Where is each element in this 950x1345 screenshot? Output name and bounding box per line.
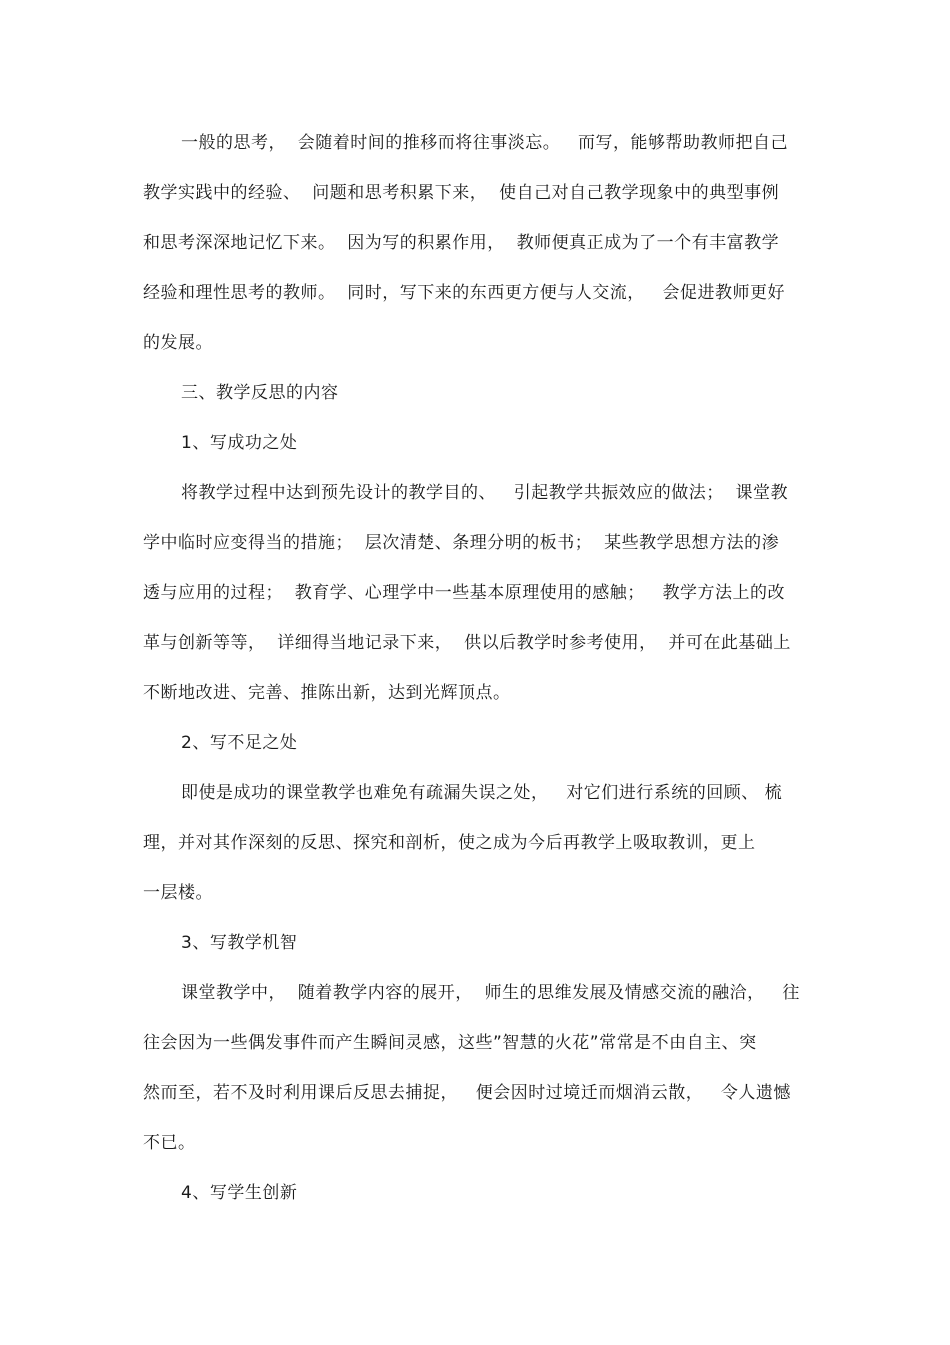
subsection-heading: 2、写不足之处 <box>181 733 298 753</box>
paragraph-line: 然而至，若不及时利用课后反思去捕捉， 便会因时过境迁而烟消云散， 令人遗憾 <box>143 1083 791 1103</box>
paragraph-line: 经验和理性思考的教师。 同时，写下来的东西更方便与人交流， 会促进教师更好 <box>143 283 786 303</box>
paragraph-line: 和思考深深地记忆下来。 因为写的积累作用， 教师便真正成为了一个有丰富教学 <box>143 233 780 253</box>
paragraph-line: 学中临时应变得当的措施； 层次清楚、条理分明的板书； 某些教学思想方法的渗 <box>143 533 780 553</box>
paragraph-line: 即使是成功的课堂教学也难免有疏漏失误之处， 对它们进行系统的回顾、 梳 <box>181 783 783 803</box>
subsection-heading: 1、写成功之处 <box>181 433 298 453</box>
paragraph-line: 透与应用的过程； 教育学、心理学中一些基本原理使用的感触； 教学方法上的改 <box>143 583 786 603</box>
paragraph-line: 不已。 <box>143 1133 196 1153</box>
paragraph-line: 不断地改进、完善、推陈出新，达到光辉顶点。 <box>143 683 511 703</box>
paragraph-line: 革与创新等等， 详细得当地记录下来， 供以后教学时参考使用， 并可在此基础上 <box>143 633 791 653</box>
paragraph-line: 一层楼。 <box>143 883 213 903</box>
paragraph-line: 往会因为一些偶发事件而产生瞬间灵感，这些”智慧的火花”常常是不由自主、突 <box>143 1033 757 1053</box>
paragraph-line: 理，并对其作深刻的反思、探究和剖析，使之成为今后再教学上吸取教训，更上 <box>143 833 756 853</box>
paragraph-line: 的发展。 <box>143 333 213 353</box>
subsection-heading: 4、写学生创新 <box>181 1183 298 1203</box>
paragraph-line: 教学实践中的经验、 问题和思考积累下来， 使自己对自己教学现象中的典型事例 <box>143 183 780 203</box>
paragraph-line: 将教学过程中达到预先设计的教学目的、 引起教学共振效应的做法； 课堂教 <box>181 483 789 503</box>
paragraph-line: 一般的思考， 会随着时间的推移而将往事淡忘。 而写，能够帮助教师把自己 <box>181 133 789 153</box>
subsection-heading: 3、写教学机智 <box>181 933 298 953</box>
paragraph-line: 课堂教学中， 随着教学内容的展开， 师生的思维发展及情感交流的融洽， 往 <box>181 983 800 1003</box>
section-heading: 三、教学反思的内容 <box>181 383 339 403</box>
